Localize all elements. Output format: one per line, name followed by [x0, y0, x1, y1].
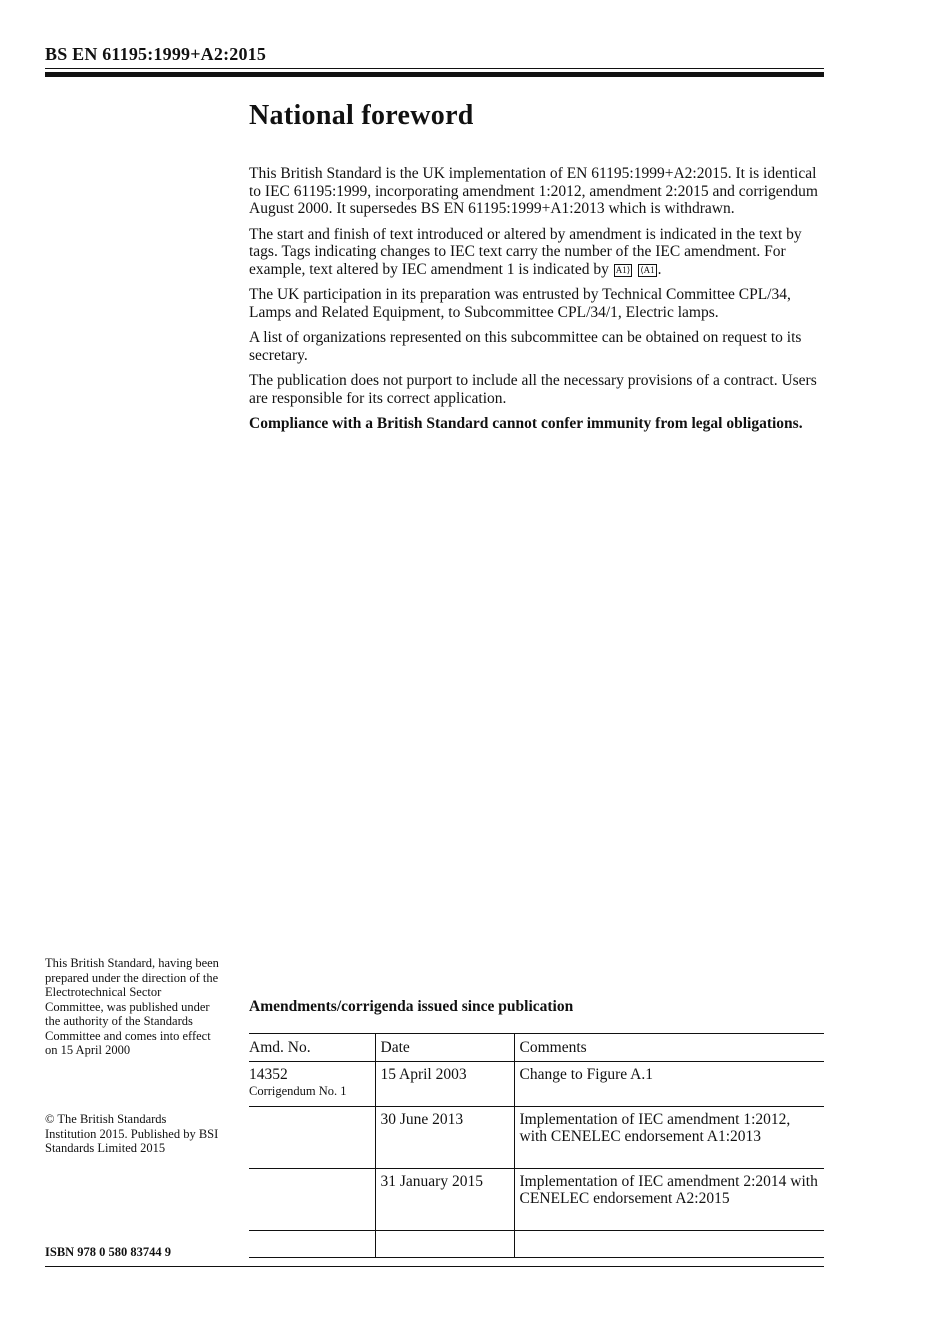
- amd-no-cell: [249, 1230, 375, 1257]
- amendment-start-tag: A1⟩: [615, 264, 631, 275]
- comments-cell: Implementation of IEC amendment 2:2014 with CENELEC endorsement A2:2015: [514, 1168, 824, 1230]
- comments-cell: [514, 1230, 824, 1257]
- amendment-end-tag: ⟨A1: [640, 264, 655, 275]
- column-header: Comments: [514, 1034, 824, 1062]
- table-row: [249, 1230, 824, 1257]
- amd-no-cell: [249, 1168, 375, 1230]
- date-cell: 15 April 2003: [375, 1061, 514, 1106]
- foreword-paragraph: A list of organizations represented on this subcommittee can be obtained on request to its secretary.: [249, 329, 802, 364]
- copyright-note: © The British Standards Institution 2015. Published by BSI Standards Limited 2015: [45, 1112, 219, 1155]
- foreword-paragraph: This British Standard is the UK implementation of EN 61195:1999+A2:2015. It is identical to IEC 61195:1999, incorporating amendment 1:2012, amendment 2:2015 and corrigendum August 2000. It supersedes BS EN 61195:1999+A1:2013 which is withdrawn.: [249, 165, 818, 217]
- comments-cell: Change to Figure A.1: [514, 1061, 824, 1106]
- isbn: ISBN 978 0 580 83744 9: [45, 1245, 172, 1259]
- standard-code: BS EN 61195:1999+A2:2015: [45, 44, 267, 64]
- amendments-table: [249, 1033, 824, 1258]
- table-row: [249, 1061, 824, 1106]
- compliance-statement: Compliance with a British Standard cannot confer immunity from legal obligations.: [249, 415, 803, 432]
- page-title: National foreword: [249, 100, 474, 131]
- amd-no-cell: [249, 1106, 375, 1168]
- date-cell: 31 January 2015: [375, 1168, 514, 1230]
- column-header: Amd. No.: [249, 1034, 375, 1062]
- foreword-paragraph: The UK participation in its preparation was entrusted by Technical Committee CPL/34, Lamps and Related Equipment, to Subcommittee CPL/34/1, Electric lamps.: [249, 286, 791, 321]
- date-cell: 30 June 2013: [375, 1106, 514, 1168]
- table-row: [249, 1106, 824, 1168]
- header-rule-thin: [45, 68, 824, 69]
- foreword-body: [249, 165, 819, 441]
- table-header-row: [249, 1034, 824, 1062]
- date-cell: [375, 1230, 514, 1257]
- foreword-paragraph: The publication does not purport to include all the necessary provisions of a contract. Users are responsible for its correct application.: [249, 372, 817, 407]
- amendments-heading: Amendments/corrigenda issued since publication: [249, 998, 574, 1015]
- foreword-paragraph-tags: The start and finish of text introduced or altered by amendment is indicated in the text by tags. Tags indicating changes to IEC text carry the number of the IEC amendment. For example, text altered by IEC amendment 1 is indicated by A1⟩ ⟨A1 .: [249, 225, 802, 278]
- publication-note: This British Standard, having been prepared under the direction of the Electrotechnical Sector Committee, was published under the authority of the Standards Committee and comes into effect on 15 April 2000: [45, 956, 219, 1057]
- footer-rule: [45, 1266, 824, 1267]
- table-row: [249, 1168, 824, 1230]
- column-header: Date: [375, 1034, 514, 1062]
- header-rule-thick: [45, 72, 824, 77]
- comments-cell: Implementation of IEC amendment 1:2012, with CENELEC endorsement A1:2013: [514, 1106, 824, 1168]
- amd-no-cell: 14352 Corrigendum No. 1: [249, 1061, 375, 1106]
- tag-explanation-text: The start and finish of text introduced or altered by amendment is indicated in the text by tags. Tags indicating changes to IEC text carry the number of the IEC amendment. For example, text altered by IEC amendment 1 is indicated by: [249, 225, 802, 278]
